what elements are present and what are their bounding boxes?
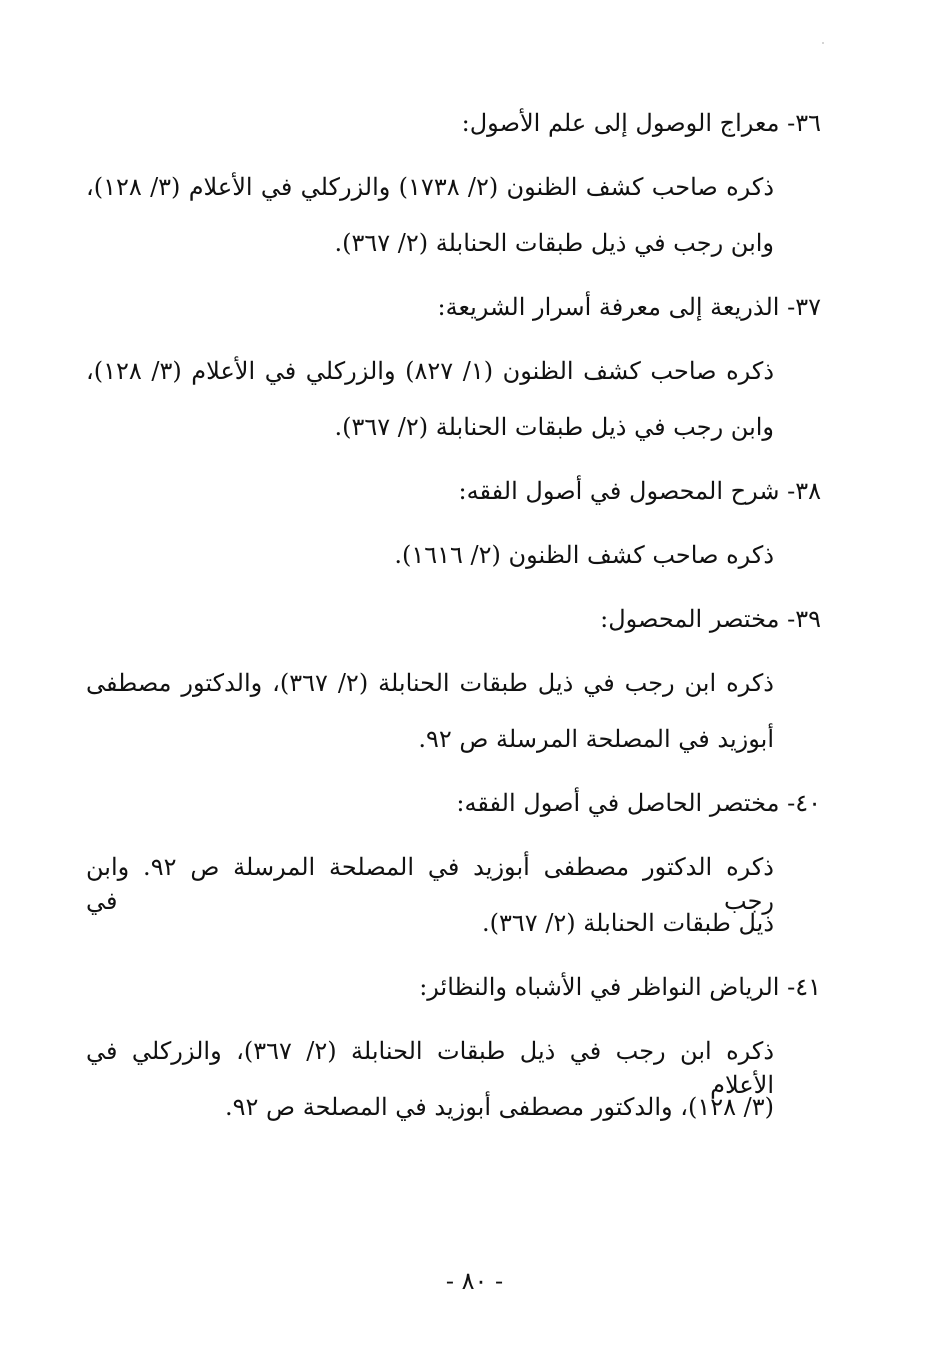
entry-line: ذكره ابن رجب في ذيل طبقات الحنابلة (٢/ ٣٦٧)، والدكتور مصطفى	[86, 669, 774, 697]
entry-line: ذكره صاحب كشف الظنون (١/ ٨٢٧) والزركلي في الأعلام (٣/ ١٢٨)،	[86, 357, 775, 385]
entry-line: ذكره صاحب كشف الظنون (٢/ ١٦١٦).	[394, 541, 774, 569]
entry-heading-39: ٣٩- مختصر المحصول:	[600, 605, 821, 633]
entry-line: ذكره صاحب كشف الظنون (٢/ ١٧٣٨) والزركلي في الأعلام (٣/ ١٢٨)،	[86, 173, 774, 201]
entry-heading-37: ٣٧- الذريعة إلى معرفة أسرار الشريعة:	[437, 293, 821, 321]
entry-heading-38: ٣٨- شرح المحصول في أصول الفقه:	[458, 477, 821, 505]
entry-heading-41: ٤١- الرياض النواظر في الأشباه والنظائر:	[419, 973, 821, 1001]
entry-line: ذكره ابن رجب في ذيل طبقات الحنابلة (٢/ ٣٦٧)، والزركلي في الأعلام	[86, 1037, 775, 1099]
entry-line: (٣/ ١٢٨)، والدكتور مصطفى أبوزيد في المصلحة ص ٩٢.	[225, 1093, 774, 1121]
entry-heading-36: ٣٦- معراج الوصول إلى علم الأصول:	[461, 109, 821, 137]
entry-line: وابن رجب في ذيل طبقات الحنابلة (٢/ ٣٦٧).	[334, 229, 774, 257]
entry-line: أبوزيد في المصلحة المرسلة ص ٩٢.	[418, 725, 774, 753]
page-number: - ٨٠ -	[445, 1267, 504, 1295]
scan-speck	[822, 42, 824, 44]
entry-line: ذيل طبقات الحنابلة (٢/ ٣٦٧).	[482, 909, 774, 937]
entry-heading-40: ٤٠- مختصر الحاصل في أصول الفقه:	[456, 789, 821, 817]
entry-line: وابن رجب في ذيل طبقات الحنابلة (٢/ ٣٦٧).	[334, 413, 774, 441]
entry-line: ذكره الدكتور مصطفى أبوزيد في المصلحة المرسلة ص ٩٢. وابن رجب في	[86, 853, 774, 915]
